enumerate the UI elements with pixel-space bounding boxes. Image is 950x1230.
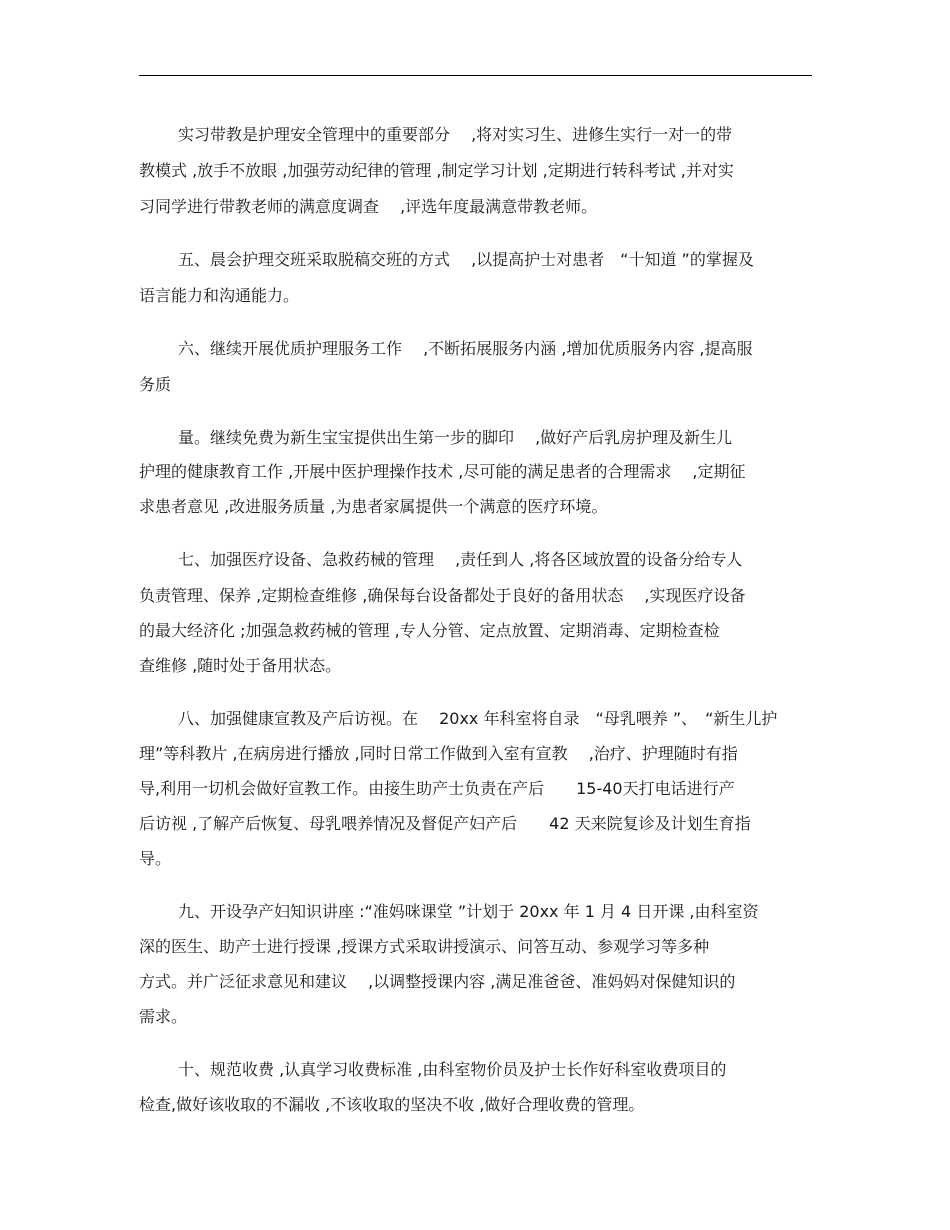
header-rule	[139, 75, 812, 76]
paragraph-line: 八、加强健康宣教及产后访视。在 20xx 年科室将自录 “母乳喂养 ”、 “新生儿护	[178, 709, 778, 728]
paragraph-line: 实习带教是护理安全管理中的重要部分 ,将对实习生、进修生实行一对一的带	[178, 125, 733, 144]
paragraph-line: 量。继续免费为新生宝宝提供出生第一步的脚印 ,做好产后乳房护理及新生儿	[178, 428, 733, 447]
paragraph-line: 求患者意见 ,改进服务质量 ,为患者家属提供一个满意的医疗环境。	[139, 497, 608, 516]
paragraph-line: 检查,做好该收取的不漏收 ,不该收取的坚决不收 ,做好合理收费的管理。	[139, 1095, 645, 1114]
paragraph-line: 九、开设孕产妇知识讲座 :“准妈咪课堂 ”计划于 20xx 年 1 月 4 日开课 ,由科室资	[178, 902, 759, 921]
paragraph-line: 需求。	[139, 1007, 188, 1026]
paragraph-line: 习同学进行带教老师的满意度调查 ,评选年度最满意带教老师。	[139, 197, 598, 216]
paragraph-line: 务质	[139, 375, 172, 394]
paragraph-line: 语言能力和沟通能力。	[139, 286, 300, 305]
paragraph-line: 深的医生、助产士进行授课 ,授课方式采取讲授演示、问答互动、参观学习等多种	[139, 937, 710, 956]
paragraph-line: 后访视 ,了解产后恢复、母乳喂养情况及督促产妇产后 42 天来院复诊及计划生育指	[139, 814, 751, 833]
paragraph-line: 理”等科教片 ,在病房进行播放 ,同时日常工作做到入室有宣教 ,治疗、护理随时有指	[139, 744, 738, 763]
paragraph-line: 七、加强医疗设备、急救药械的管理 ,责任到人 ,将各区域放置的设备分给专人	[178, 550, 743, 569]
paragraph-line: 五、晨会护理交班采取脱稿交班的方式 ,以提高护士对患者 “十知道 ”的掌握及	[178, 250, 754, 269]
paragraph-line: 六、继续开展优质护理服务工作 ,不断拓展服务内涵 ,增加优质服务内容 ,提高服	[178, 339, 753, 358]
paragraph-line: 导,利用一切机会做好宣教工作。由接生助产士负责在产后 15-40天打电话进行产	[139, 779, 735, 798]
paragraph-line: 的最大经济化 ;加强急救药械的管理 ,专人分管、定点放置、定期消毒、定期检查检	[139, 621, 720, 640]
paragraph-line: 教模式 ,放手不放眼 ,加强劳动纪律的管理 ,制定学习计划 ,定期进行转科考试 ,并对实	[139, 161, 734, 180]
paragraph-line: 十、规范收费 ,认真学习收费标准 ,由科室物价员及护士长作好科室收费项目的	[178, 1060, 727, 1079]
paragraph-line: 护理的健康教育工作 ,开展中医护理操作技术 ,尽可能的满足患者的合理需求 ,定期征	[139, 462, 746, 481]
paragraph-line: 负责管理、保养 ,定期检查维修 ,确保每台设备都处于良好的备用状态 ,实现医疗设备	[139, 586, 746, 605]
paragraph-line: 方式。并广泛征求意见和建议 ,以调整授课内容 ,满足准爸爸、准妈妈对保健知识的	[139, 972, 736, 991]
paragraph-line: 导。	[139, 849, 172, 868]
paragraph-line: 查维修 ,随时处于备用状态。	[139, 656, 342, 675]
